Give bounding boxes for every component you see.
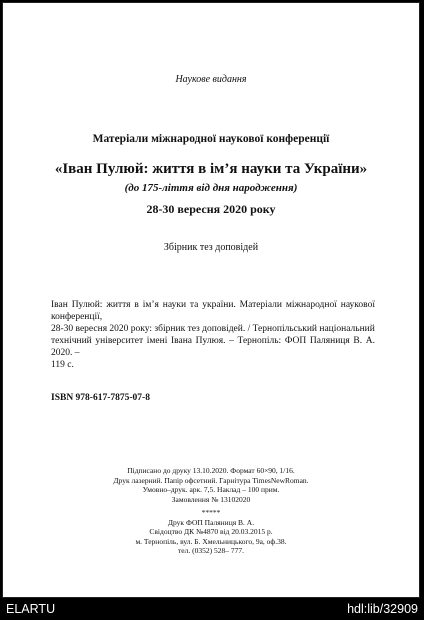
imprint-signed: Підписано до друку 13.10.2020. Формат 60×90, 1/16. (127, 466, 295, 475)
conference-title: «Іван Пулюй: життя в ім’я науки та України» (54, 161, 368, 177)
imprint-address: м. Тернопіль, вул. Б. Хмельницького, 9а, оф.38. (135, 536, 287, 546)
biblio-line: 28-30 вересня 2020 року: збірник тез доповідей. / Тернопільський національний (51, 324, 375, 334)
collection-type: Збірник тез доповідей (163, 242, 259, 253)
materials-heading: Матеріали міжнародної наукової конференції (92, 133, 330, 145)
biblio-line: Іван Пулюй: життя в ім’я науки та україни. Матеріали міжнародної наукової конференції, (51, 300, 375, 322)
imprint-printer: Друк ФОП Паляниця В. А. (167, 517, 255, 527)
imprint-block (3, 466, 419, 556)
imprint-print: Друк лазерний. Папір офсетний. Гарнітура TimesNewRoman. (113, 475, 309, 485)
imprint-order: Замовлення № 13102020 (171, 494, 251, 504)
document-page (2, 2, 420, 598)
footer-handle: hdl:lib/32909 (347, 602, 418, 616)
bibliographic-description (51, 299, 375, 371)
conference-subtitle: (до 175-ліття від дня народження) (124, 182, 298, 194)
isbn: ISBN 978-617-7875-07-8 (51, 393, 150, 403)
footer-repository: ELARTU (6, 602, 56, 616)
conference-dates: 28-30 вересня 2020 року (146, 202, 276, 216)
footer-bar (0, 598, 424, 620)
biblio-line: технічний університет імені Івана Пулюя. – Тернопіль: ФОП Паляниця В. А. 2020. – (51, 336, 375, 358)
imprint-certificate: Свідоцтво ДК №4870 від 20.03.2015 р. (149, 527, 273, 536)
imprint-sheets: Умовно–друк. арк. 7,5. Наклад – 100 прим. (142, 485, 280, 494)
edition-type: Наукове видання (175, 74, 247, 85)
biblio-line: 119 с. (51, 360, 74, 370)
imprint-phone: тел. (0352) 528– 777. (178, 546, 244, 555)
imprint-separator: ***** (201, 508, 221, 517)
